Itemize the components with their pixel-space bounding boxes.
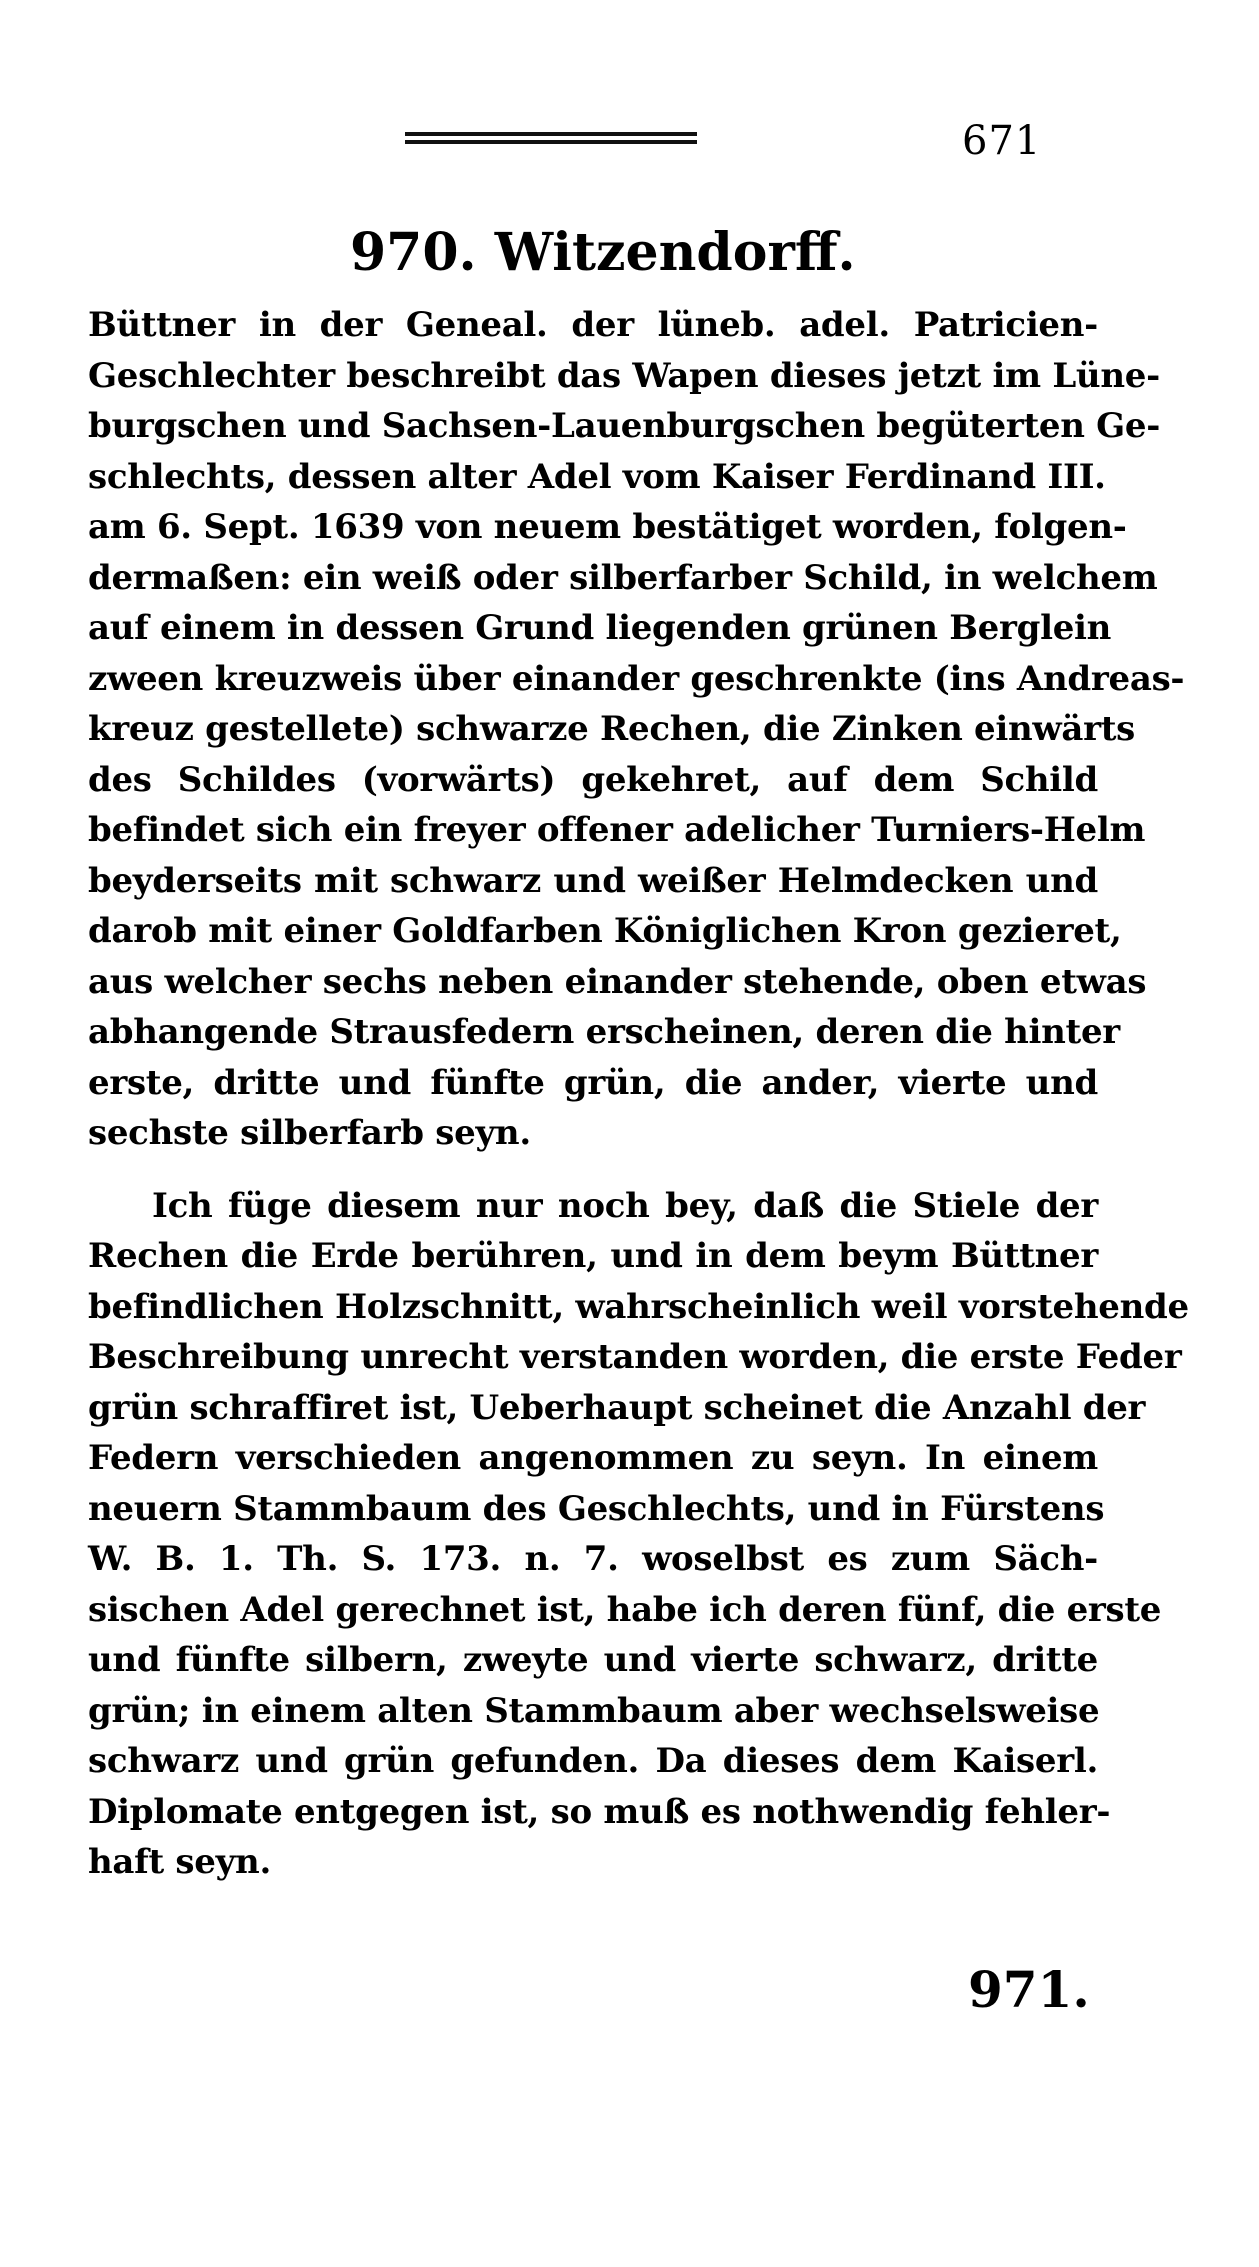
text-line: haft seyn.	[88, 1842, 272, 1882]
text-line: schlechts, dessen alter Adel vom Kaiser Ferdinand III.	[88, 456, 1106, 497]
text-line: befindet sich ein freyer offener adelicher Turniers-Helm	[88, 810, 1146, 850]
text-line: kreuz gestellete) schwarze Rechen, die Zinken einwärts	[88, 709, 1135, 749]
text-line: aus welcher sechs neben einander stehende, oben etwas	[88, 961, 1147, 1002]
text-line: grün schraffiret ist, Ueberhaupt scheinet die Anzahl der	[88, 1387, 1146, 1428]
page-number: 671	[962, 118, 1042, 164]
text-line: Diplomate entgegen ist, so muß es nothwendig fehler-	[88, 1791, 1111, 1832]
text-line: burgschen und Sachsen-Lauenburgschen begüterten Ge-	[88, 406, 1161, 446]
text-line: Geschlechter beschreibt das Wapen dieses jetzt im Lüne-	[88, 355, 1160, 396]
text-line: sechste silberfarb seyn.	[88, 1113, 531, 1153]
text-line: darob mit einer Goldfarben Königlichen Kron gezieret,	[88, 911, 1122, 951]
text-line: dermaßen: ein weiß oder silberfarber Schild, in welchem	[88, 557, 1158, 598]
text-line: Federn verschieden angenommen zu seyn. In einem	[88, 1438, 1098, 1478]
text-line: Büttner in der Geneal. der lüneb. adel. Patricien-	[88, 305, 1098, 345]
text-line: am 6. Sept. 1639 von neuem bestätiget worden, folgen-	[88, 507, 1127, 547]
text-line: schwarz und grün gefunden. Da dieses dem Kaiserl.	[88, 1741, 1098, 1781]
text-line: sischen Adel gerechnet ist, habe ich deren fünf, die erste	[88, 1589, 1162, 1630]
text-line: beyderseits mit schwarz und weißer Helmdecken und	[88, 860, 1098, 901]
text-line: Rechen die Erde berühren, und in dem beym Büttner	[88, 1236, 1098, 1276]
rule-line-top	[405, 132, 697, 136]
text-line: neuern Stammbaum des Geschlechts, und in Fürstens	[88, 1488, 1105, 1529]
text-line: abhangende Strausfedern erscheinen, deren die hinter	[88, 1012, 1120, 1052]
text-line: Beschreibung unrecht verstanden worden, die erste Feder	[88, 1337, 1182, 1377]
catchword: 971.	[968, 1960, 1090, 2019]
text-line: W. B. 1. Th. S. 173. n. 7. woselbst es zum Säch-	[88, 1539, 1098, 1579]
rule-line-bottom	[405, 140, 697, 144]
text-line: Ich füge diesem nur noch bey, daß die Stiele der	[152, 1185, 1098, 1226]
text-line: des Schildes (vorwärts) gekehret, auf dem Schild	[88, 759, 1098, 800]
text-line: befindlichen Holzschnitt, wahrscheinlich weil vorstehende	[88, 1286, 1189, 1327]
text-line: zween kreuzweis über einander geschrenkte (ins Andreas-	[88, 658, 1185, 699]
entry-title: 970. Witzendorff.	[350, 222, 856, 283]
text-line: grün; in einem alten Stammbaum aber wechselsweise	[88, 1690, 1100, 1731]
text-line: auf einem in dessen Grund liegenden grünen Berglein	[88, 608, 1112, 648]
text-line: und fünfte silbern, zweyte und vierte schwarz, dritte	[88, 1640, 1098, 1680]
paragraph-2	[88, 1181, 1189, 1888]
entry-body	[88, 300, 1189, 1888]
paragraph-1	[88, 300, 1185, 1159]
text-line: erste, dritte und fünfte grün, die ander, vierte und	[88, 1062, 1098, 1103]
header-ornament-rule	[405, 132, 697, 146]
